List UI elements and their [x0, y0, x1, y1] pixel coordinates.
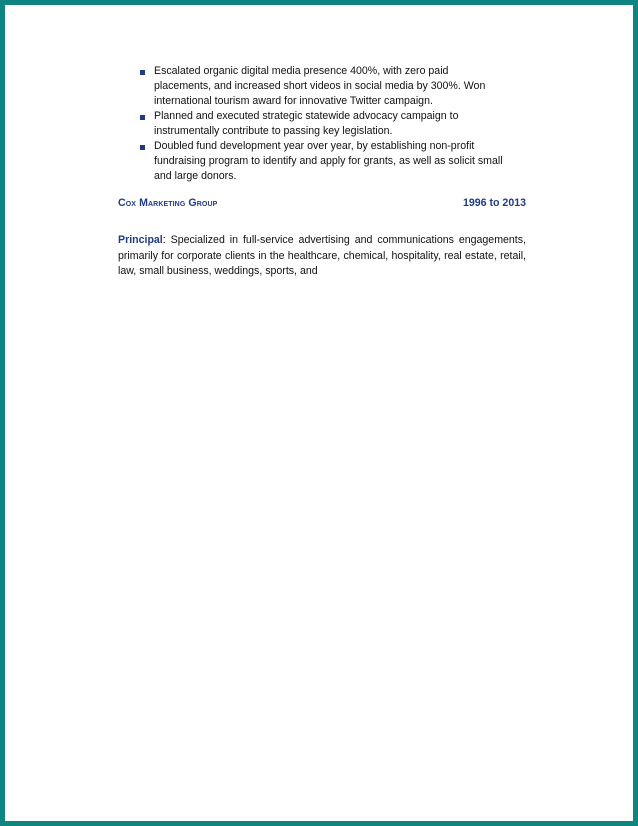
achievement-item — [118, 109, 506, 139]
role-description — [118, 233, 526, 280]
role-separator: : — [162, 234, 166, 246]
company-name: Cox Marketing Group — [118, 197, 218, 209]
job-header — [118, 196, 526, 212]
achievement-item — [118, 64, 506, 109]
achievement-text: Doubled fund development year over year, by establishing non-profit fundraising program to identify and apply for grants, as well as solicit small and large donors. — [154, 140, 503, 182]
square-bullet-icon — [140, 115, 145, 120]
role-title: Principal — [118, 234, 163, 246]
achievement-list — [118, 64, 526, 184]
role-description-text: Specialized in full-service advertising and communications engagements, primarily for corporate clients in the healthcare, chemical, hospitality, real estate, retail, law, small business, weddings, sports, and — [118, 234, 526, 277]
achievement-item — [118, 139, 506, 184]
page-content — [118, 64, 526, 290]
achievement-text: Planned and executed strategic statewide advocacy campaign to instrumentally contribute to passing key legislation. — [154, 110, 459, 137]
employment-dates: 1996 to 2013 — [462, 197, 526, 209]
square-bullet-icon — [140, 145, 145, 150]
achievement-text: Escalated organic digital media presence 400%, with zero paid placements, and increased short videos in social media by 300%. Won international tourism award for innovative Twitter campaign. — [154, 65, 486, 107]
square-bullet-icon — [140, 70, 145, 75]
